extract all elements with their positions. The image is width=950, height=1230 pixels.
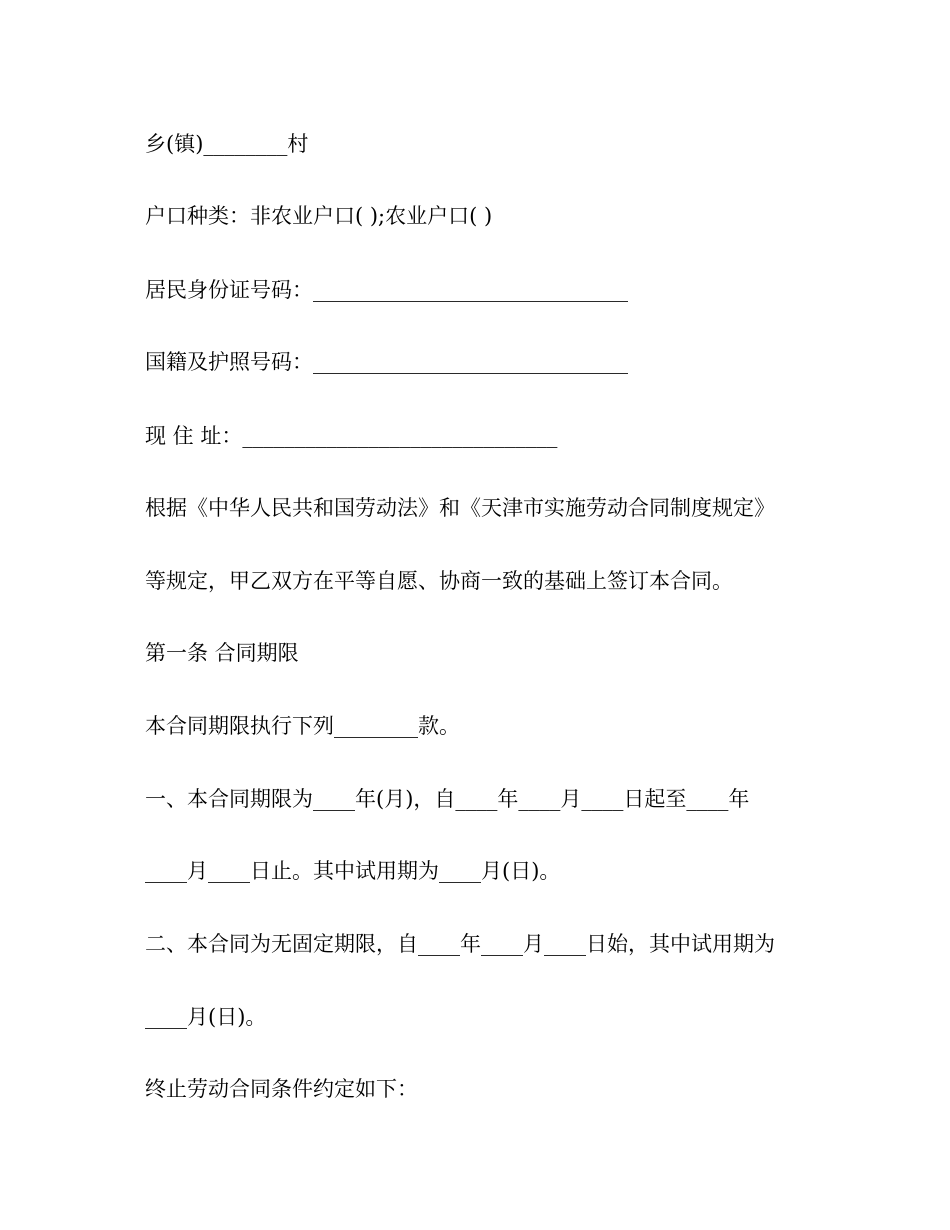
township-village-line: 乡(镇)________村 bbox=[145, 132, 309, 156]
household-registration-type-line: 户口种类：非农业户口( );农业户口( ) bbox=[145, 204, 493, 228]
fixed-term-clause-line-1: 一、本合同期限为____年(月)，自____年____月____日起至____年 bbox=[145, 787, 750, 811]
legal-basis-line-2: 等规定，甲乙双方在平等自愿、协商一致的基础上签订本合同。 bbox=[145, 569, 733, 593]
open-ended-clause-line-1: 二、本合同为无固定期限，自____年____月____日始，其中试用期为 bbox=[145, 932, 775, 956]
nationality-passport-line: 国籍及护照号码：______________________________ bbox=[145, 350, 628, 374]
open-ended-clause-line-2: ____月(日)。 bbox=[145, 1005, 267, 1029]
termination-conditions-line: 终止劳动合同条件约定如下： bbox=[145, 1077, 418, 1101]
article-one-heading: 第一条 合同期限 bbox=[145, 641, 299, 665]
fixed-term-clause-line-2: ____月____日止。其中试用期为____月(日)。 bbox=[145, 859, 561, 883]
contract-term-selection-line: 本合同期限执行下列________款。 bbox=[145, 714, 460, 738]
current-address-line: 现 住 址：______________________________ bbox=[145, 424, 558, 448]
legal-basis-line-1: 根据《中华人民共和国劳动法》和《天津市实施劳动合同制度规定》 bbox=[145, 496, 775, 520]
id-card-number-line: 居民身份证号码：______________________________ bbox=[145, 278, 628, 302]
